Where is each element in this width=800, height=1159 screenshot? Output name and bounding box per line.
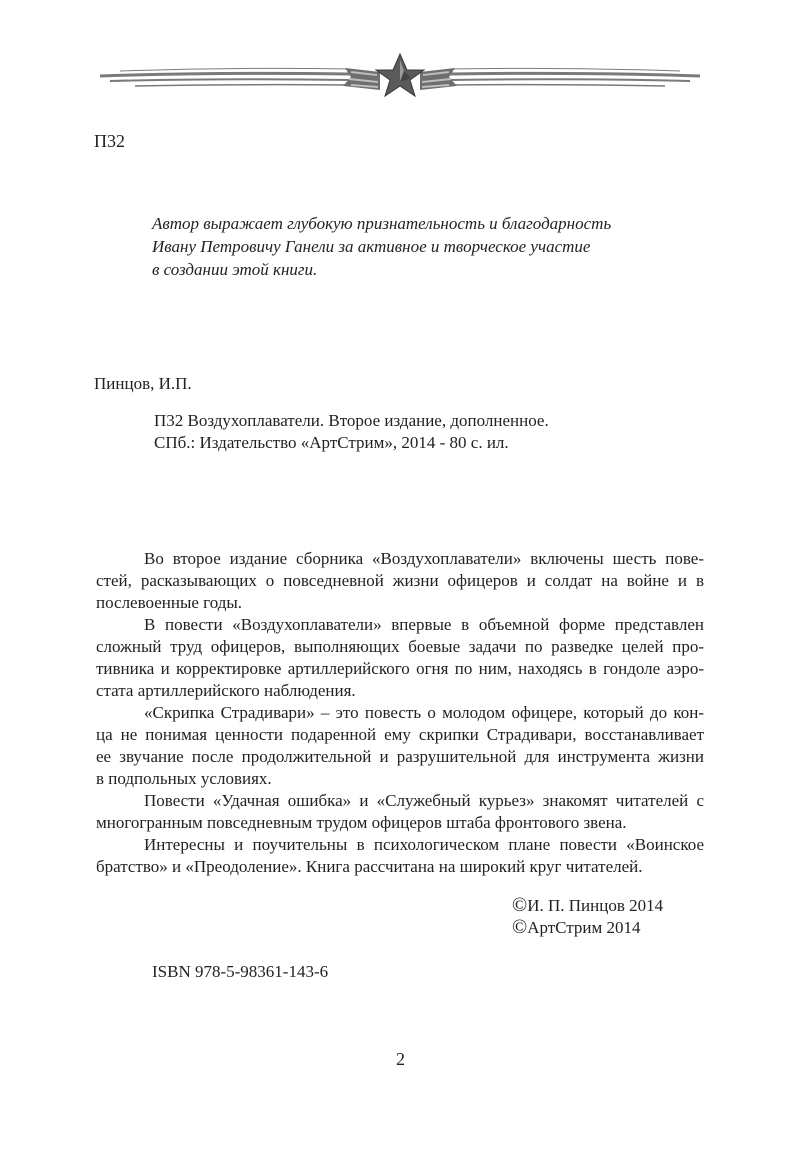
acknowledgement-line: Ивану Петровичу Ганели за активное и творческое участие — [152, 237, 591, 256]
copyright-author — [512, 894, 663, 917]
ornament-left-lines — [100, 68, 350, 86]
acknowledgement-line: Автор выражает глубокую признательность и благодарность — [152, 214, 612, 233]
acknowledgement-line: в создании этой книги. — [152, 260, 318, 279]
copyright-icon: © — [512, 916, 528, 938]
annotation — [96, 548, 704, 878]
annotation-line: тивника и корректировке артиллерийского огня по ним, находясь в гондоле аэро- — [96, 659, 704, 678]
annotation-line: стей, расказывающих о повседневной жизни офицеров и солдат на войне и в — [96, 571, 704, 590]
header-ornament — [95, 52, 705, 100]
annotation-line: Во второе издание сборника «Воздухоплаватели» включены шесть пове- — [144, 549, 704, 568]
annotation-line: братство» и «Преодоление». Книга рассчитана на широкий круг читателей. — [96, 857, 643, 876]
annotation-line: В повести «Воздухоплаватели» впервые в объемной форме представлен — [144, 615, 704, 634]
annotation-line: сложный труд офицеров, выполняющих боевые задачи по разведке целей про- — [96, 637, 704, 656]
isbn: ISBN 978-5-98361-143-6 — [152, 962, 329, 981]
copyright-text: АртСтрим 2014 — [527, 918, 641, 937]
ornament-right-lines — [450, 68, 700, 86]
annotation-line: стата артиллерийского наблюдения. — [96, 681, 356, 700]
bibliographic-publisher: СПб.: Издательство «АртСтрим», 2014 - 80 с. ил. — [154, 433, 509, 452]
author-name: Пинцов, И.П. — [94, 374, 192, 393]
copyright-publisher — [512, 916, 641, 939]
annotation-line: послевоенные годы. — [96, 593, 243, 612]
annotation-line: Повести «Удачная ошибка» и «Служебный курьез» знакомят читателей с — [144, 791, 704, 810]
copyright-text: И. П. Пинцов 2014 — [527, 896, 664, 915]
bibliographic-title: П32 Воздухоплаватели. Второе издание, дополненное. — [154, 411, 549, 430]
classification-code: П32 — [94, 131, 125, 151]
annotation-line: ца не понимая ценности подаренной ему скрипки Страдивари, восстанавливает — [96, 725, 704, 744]
page-number: 2 — [396, 1049, 405, 1069]
copyright-icon: © — [512, 894, 528, 916]
annotation-line: многогранным повседневным трудом офицеров штаба фронтового звена. — [96, 813, 627, 832]
star-with-ribbon-icon — [376, 54, 424, 96]
annotation-line: Интересны и поучительны в психологическом плане повести «Воинское — [144, 835, 704, 854]
annotation-line: в подпольных условиях. — [96, 769, 272, 788]
annotation-line: «Скрипка Страдивари» – это повесть о молодом офицере, который до кон- — [144, 703, 704, 722]
annotation-line: ее звучание после продолжительной и разрушительной для инструмента жизни — [96, 747, 704, 766]
